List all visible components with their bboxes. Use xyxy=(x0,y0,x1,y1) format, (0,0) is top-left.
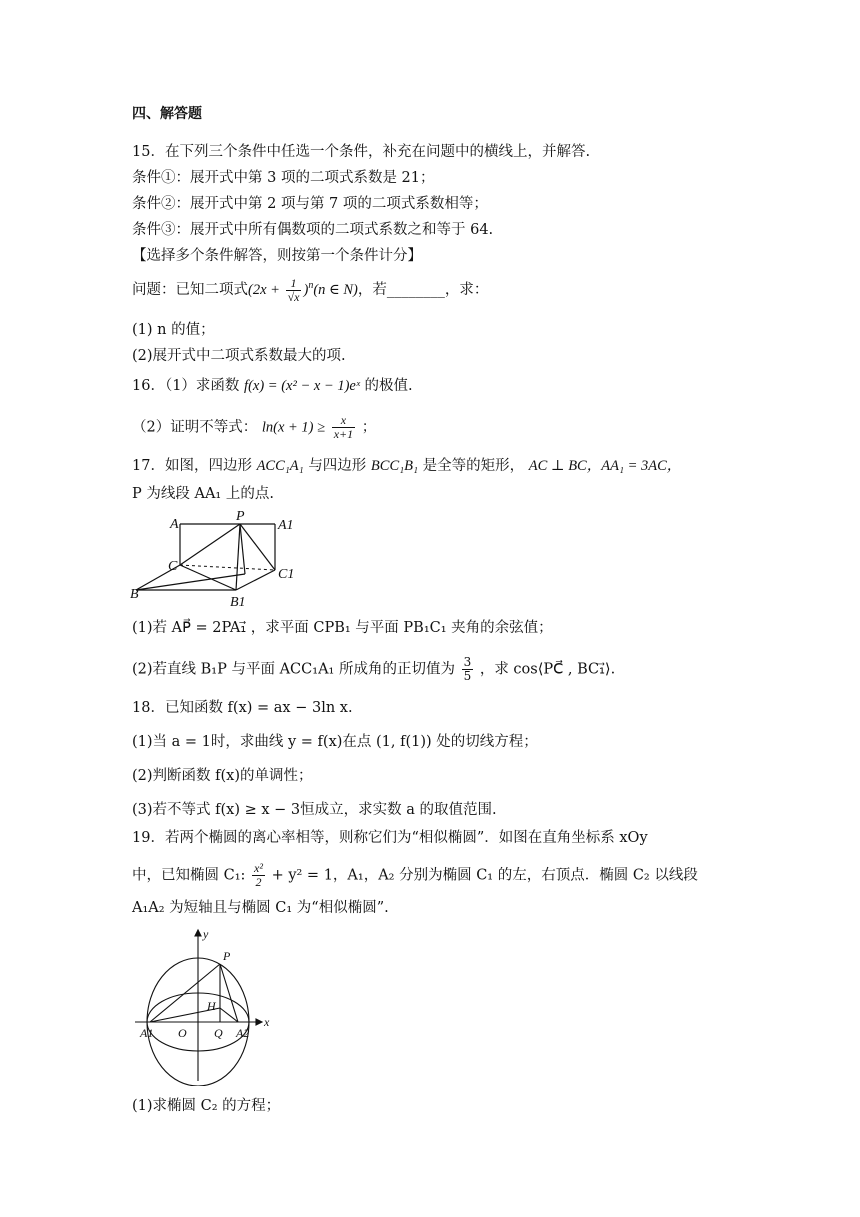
q19-l2b: + y² = 1，A₁，A₂ 分别为椭圆 C₁ 的左，右顶点．椭圆 C₂ 以线段 xyxy=(271,867,698,884)
label-C1: C1 xyxy=(278,567,295,582)
q18-line-1: 18．已知函数 f(x) = ax − 3ln x. xyxy=(132,700,353,716)
q19-l2a: 中，已知椭圆 C₁: xyxy=(132,867,246,884)
label-O: O xyxy=(178,1026,187,1040)
q17-part-2-b: ，求 cos⟨PC⃗ , BC₁⃗⟩. xyxy=(479,661,616,678)
q19-line-2 xyxy=(132,862,698,889)
label-A: A xyxy=(170,517,179,532)
q15-condition-2: 条件②：展开式中第 2 项与第 7 项的二项式系数相等； xyxy=(132,196,488,212)
q15-part-1: (1) n 的值； xyxy=(132,322,215,338)
q15-condition-1: 条件①：展开式中第 3 项的二项式系数是 21； xyxy=(132,170,435,186)
q15-problem-a: 问题：已知二项式 xyxy=(132,281,248,298)
q16-part-1 xyxy=(132,376,413,396)
q17-part-2-a: (2)若直线 B₁P 与平面 ACC₁A₁ 所成角的正切值为 xyxy=(132,661,455,678)
label-A1: A1 xyxy=(278,518,294,533)
q17-l1f: AC ⊥ BC，AA₁ = 3AC， xyxy=(528,458,682,474)
prism-diagram xyxy=(128,508,298,612)
label-A2: A2 xyxy=(236,1026,250,1040)
q15-problem-b: ，若________，求： xyxy=(357,281,489,298)
q19-line-3: A₁A₂ 为短轴且与椭圆 C₁ 为“相似椭圆”. xyxy=(132,900,389,916)
q17-l1d: BCC₁B₁ xyxy=(370,458,419,474)
label-P: P xyxy=(236,509,245,524)
q15-problem xyxy=(132,276,488,304)
q17-l1b: ACC₁A₁ xyxy=(256,458,304,474)
section-title: 四、解答题 xyxy=(132,106,202,122)
label-A1: A1 xyxy=(140,1026,154,1040)
q16-fraction: $\frac{x}{x+1}$ xyxy=(333,413,354,441)
ellipse-diagram xyxy=(130,926,280,1086)
q17-l1c: 与四边形 xyxy=(308,458,367,474)
label-C: C xyxy=(168,559,178,574)
label-B: B xyxy=(130,587,139,602)
q19-line-1: 19．若两个椭圆的离心率相等，则称它们为“相似椭圆”．如图在直角坐标系 xOy xyxy=(132,830,648,846)
q19-part-1: (1)求椭圆 C₂ 的方程； xyxy=(132,1098,281,1114)
q15-binomial-expression: (2x + $\frac{1}{√x}$ )$^n$(n ∈ N) xyxy=(248,276,358,304)
q15-part-2: (2)展开式中二项式系数最大的项. xyxy=(132,348,346,364)
q15-condition-3: 条件③：展开式中所有偶数项的二项式系数之和等于 64. xyxy=(132,222,494,238)
q17-l1e: 是全等的矩形， xyxy=(422,458,525,474)
q18-part-3: (3)若不等式 f(x) ≥ x − 3恒成立，求实数 a 的取值范围. xyxy=(132,802,497,818)
q16-part-2 xyxy=(132,414,376,441)
q17-part-2 xyxy=(132,656,615,683)
label-P: P xyxy=(223,949,231,963)
q16-inequality: ln(x + 1) ≥ xyxy=(261,419,326,436)
q16-function: f(x) = (x² − x − 1)eˣ xyxy=(244,378,360,394)
q19-figure xyxy=(130,926,280,1086)
q18-part-1: (1)当 a = 1时，求曲线 y = f(x)在点 (1, f(1)) 处的切线方程； xyxy=(132,734,538,750)
q15-note: 【选择多个条件解答，则按第一个条件计分】 xyxy=(132,248,422,264)
label-y: y xyxy=(203,927,209,941)
q17-line-1 xyxy=(132,456,681,476)
q16-part-1-c: 的极值. xyxy=(364,378,413,394)
q15-intro: 15．在下列三个条件中任选一个条件，补充在问题中的横线上，并解答. xyxy=(132,144,591,160)
label-H: H xyxy=(207,999,216,1013)
q16-part-2-c: ； xyxy=(361,419,377,436)
label-Q: Q xyxy=(214,1026,223,1040)
label-B1: B1 xyxy=(230,595,246,610)
q17-l1a: 17．如图，四边形 xyxy=(132,458,252,474)
q19-fraction: $\frac{\text{x²}}{2}$ xyxy=(254,861,263,889)
q16-part-2-a: （2）证明不等式： xyxy=(132,419,258,436)
q17-fraction-3-5: $\frac{3}{5}$ xyxy=(463,655,472,683)
q17-part-1: (1)若 AP⃗ = 2PA₁⃗ ，求平面 CPB₁ 与平面 PB₁C₁ 夹角的余弦值； xyxy=(132,620,553,636)
q16-part-1-a: 16．（1）求函数 xyxy=(132,378,240,394)
q18-part-2: (2)判断函数 f(x)的单调性； xyxy=(132,768,313,784)
label-x: x xyxy=(264,1015,270,1029)
q17-line-2: P 为线段 AA₁ 上的点. xyxy=(132,486,274,502)
q17-figure xyxy=(128,508,298,612)
